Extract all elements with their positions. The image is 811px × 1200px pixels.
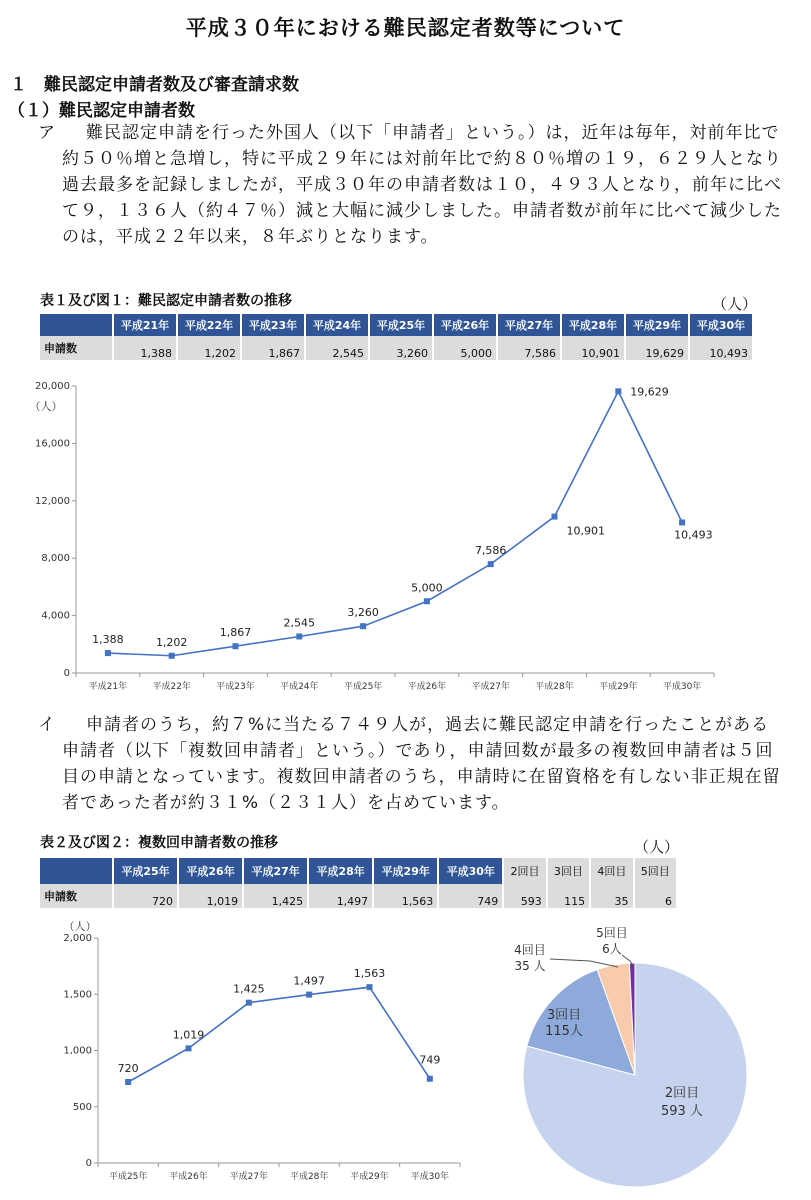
table1-header: 平成27年 (498, 314, 560, 336)
chart1-data-point (360, 623, 366, 629)
table2-header: 平成27年 (244, 858, 307, 884)
table1-cell: 5,000 (434, 336, 496, 360)
chart1-data-point (488, 561, 494, 567)
chart1-y-tick-label: 4,000 (41, 610, 70, 622)
chart1-y-tick-label: 16,000 (35, 438, 70, 450)
chart1-data-point (169, 653, 175, 659)
pie-label-name: 4回目 (514, 943, 546, 957)
chart2-x-tick-label: 平成25年 (108, 1172, 148, 1182)
chart2-x-tick-label: 平成28年 (289, 1172, 329, 1182)
chart1-data-point (424, 598, 430, 604)
table1 (38, 314, 754, 360)
table1-cell: 10,901 (562, 336, 624, 360)
pie-label-value: 593 人 (661, 1104, 703, 1119)
chart2-data-label: 1,497 (293, 974, 325, 988)
table2-breakdown-header: 4回目 (591, 858, 632, 884)
paragraph-a (38, 120, 782, 250)
chart1-x-tick-label: 平成26年 (407, 682, 447, 692)
chart2-data-point (306, 992, 312, 998)
table2-header: 平成28年 (309, 858, 372, 884)
chart1-data-label: 7,586 (474, 544, 507, 558)
table1-header-row (40, 314, 752, 336)
table2-cell: 1,425 (244, 884, 307, 908)
chart2-y-tick-label: 1,000 (63, 1045, 92, 1057)
table2-cell: 749 (439, 884, 502, 908)
chart1-data-label: 10,901 (566, 524, 605, 538)
chart1-data-point (105, 650, 111, 656)
chart1-x-tick-label: 平成24年 (280, 682, 319, 692)
table2-breakdown-header: 3回目 (548, 858, 589, 884)
chart2-data-label: 1,563 (353, 967, 386, 981)
chart1-data-label: 19,629 (630, 385, 669, 399)
table2-header-row (40, 858, 676, 884)
chart1-data-point (552, 514, 558, 520)
chart1-line-chart (28, 372, 768, 697)
pie-leader-line (550, 959, 618, 967)
table1-cell: 1,867 (242, 336, 304, 360)
chart1-data-label: 10,493 (674, 528, 713, 542)
table2-unit: （人） (634, 838, 680, 856)
table1-cell: 2,545 (306, 336, 368, 360)
chart1-x-tick-label: 平成29年 (599, 682, 638, 692)
table2-header: 平成25年 (114, 858, 177, 884)
table1-header: 平成29年 (626, 314, 688, 336)
table2-cell: 720 (114, 884, 177, 908)
table1-row-header: 申請数 (40, 336, 112, 360)
chart1-data-label: 1,867 (219, 626, 252, 640)
table2-cell: 1,019 (179, 884, 242, 908)
table2-header: 平成30年 (439, 858, 502, 884)
chart1-data-label: 1,388 (92, 633, 124, 647)
table2-breakdown-cell: 593 (504, 884, 545, 908)
table2-header: 平成26年 (179, 858, 242, 884)
chart1-data-point (233, 643, 239, 649)
chart2-y-tick-label: 0 (85, 1158, 92, 1169)
chart2-data-point (427, 1076, 433, 1082)
table1-corner (40, 314, 112, 336)
chart2-line-chart (40, 920, 480, 1192)
table1-header: 平成28年 (562, 314, 624, 336)
table1-header: 平成25年 (370, 314, 432, 336)
table2-breakdown-header: 2回目 (504, 858, 545, 884)
table1-cell: 1,202 (178, 336, 240, 360)
chart2-x-tick-label: 平成27年 (229, 1172, 269, 1182)
chart1-data-point (615, 388, 621, 394)
table2-corner (40, 858, 112, 884)
table1-header: 平成30年 (690, 314, 752, 336)
paragraph-i (38, 712, 782, 816)
table2-caption: 表２及び図２：複数回申請者数の推移 (40, 835, 278, 851)
table1-header: 平成23年 (242, 314, 304, 336)
chart1-data-label: 2,545 (283, 616, 316, 630)
chart1-data-point (296, 633, 302, 639)
chart2-data-label: 749 (419, 1053, 441, 1067)
chart1-data-point (679, 519, 685, 525)
chart1-x-tick-label: 平成27年 (471, 682, 510, 692)
pie-label-name: 3回目 (546, 1008, 582, 1023)
table2-breakdown-cell: 115 (548, 884, 589, 908)
table2-breakdown-header: 5回目 (635, 858, 676, 884)
table1-cell: 19,629 (626, 336, 688, 360)
chart1-y-tick-label: 12,000 (35, 495, 70, 507)
paragraph-a-text: 難民認定申請を行った外国人（以下「申請者」という。）は，近年は毎年，対前年比で約５０％増と急増し，特に平成２９年には対前年比で約８０％増の１９，６２９人となり過去最多を記録しましたが，平成３０年の申請者数は１０，４９３人となり，前年に比べて９，１３６人（約４７％）減と大幅に減少しました。申請者数が前年に比べて減少したのは，平成２２年以来，８年ぶりとなります。 (62, 123, 782, 247)
table2-breakdown-cell: 35 (591, 884, 632, 908)
pie-label-value: 115人 (545, 1024, 583, 1039)
chart1-y-tick-label: 0 (63, 668, 70, 679)
paragraph-i-text: 申請者のうち，約７%に当たる７４９人が，過去に難民認定申請を行ったことがある申請者（以下「複数回申請者」という。）であり，申請回数が最多の複数回申請者は５回目の申請となっています。複数回申請者のうち，申請時に在留資格を有しない非正規在留者であった者が約３１%（２３１人）を占めています。 (62, 715, 781, 813)
paragraph-a-marker: ア (38, 123, 56, 143)
table1-value-row (40, 336, 752, 360)
chart2-data-point (246, 1000, 252, 1006)
table2-cell: 1,563 (374, 884, 437, 908)
chart2-data-point (186, 1045, 192, 1051)
chart1-data-label: 1,202 (155, 635, 188, 649)
table2 (38, 858, 678, 908)
chart2-x-tick-label: 平成26年 (169, 1172, 208, 1182)
chart2-data-label: 720 (117, 1062, 139, 1075)
pie-label-value: 35 人 (514, 959, 546, 973)
table1-unit: （人） (712, 295, 758, 313)
chart2-data-point (125, 1079, 131, 1085)
chart1-data-label: 3,260 (347, 606, 379, 620)
chart3-pie-chart (490, 925, 790, 1195)
table2-header: 平成29年 (374, 858, 437, 884)
chart1-x-tick-label: 平成21年 (88, 682, 128, 692)
chart1-y-unit-label: （人） (29, 400, 63, 413)
pie-label-name: 5回目 (596, 926, 628, 940)
subsection-heading: （１）難民認定申請者数 (8, 101, 195, 121)
chart1-y-tick-label: 8,000 (41, 553, 70, 565)
table1-header: 平成26年 (434, 314, 496, 336)
chart1-y-tick-label: 20,000 (35, 381, 70, 392)
chart1-x-tick-label: 平成22年 (152, 682, 191, 692)
chart2-y-unit-label: （人） (63, 920, 97, 933)
table1-caption: 表１及び図１：難民認定申請者数の推移 (40, 293, 292, 309)
table1-cell: 7,586 (498, 336, 560, 360)
chart1-x-tick-label: 平成23年 (216, 682, 255, 692)
paragraph-i-marker: イ (38, 715, 56, 735)
table1-header: 平成24年 (306, 314, 368, 336)
chart2-x-tick-label: 平成29年 (350, 1172, 389, 1182)
chart2-y-tick-label: 500 (72, 1101, 92, 1113)
table1-cell: 1,388 (114, 336, 176, 360)
chart2-data-point (367, 984, 373, 990)
chart2-data-label: 1,425 (233, 982, 265, 996)
chart1-series-line (108, 391, 682, 655)
table1-header: 平成22年 (178, 314, 240, 336)
pie-label-value: 6人 (602, 942, 622, 956)
chart2-y-tick-label: 2,000 (63, 933, 92, 944)
table2-row-header: 申請数 (40, 884, 112, 908)
chart1-x-tick-label: 平成28年 (535, 682, 574, 692)
table1-cell: 3,260 (370, 336, 432, 360)
section-heading: １ 難民認定申請者数及び審査請求数 (10, 75, 299, 95)
table2-value-row (40, 884, 676, 908)
page-title: 平成３０年における難民認定者数等について (185, 16, 626, 40)
chart1-data-label: 5,000 (411, 581, 443, 595)
chart2-data-label: 1,019 (172, 1028, 205, 1042)
table1-cell: 10,493 (690, 336, 752, 360)
chart2-x-tick-label: 平成30年 (410, 1172, 450, 1182)
table1-header: 平成21年 (114, 314, 176, 336)
table2-breakdown-cell: 6 (635, 884, 676, 908)
chart2-y-tick-label: 1,500 (63, 989, 92, 1001)
table2-cell: 1,497 (309, 884, 372, 908)
chart1-x-tick-label: 平成30年 (662, 682, 702, 692)
pie-label-name: 2回目 (664, 1086, 700, 1101)
chart1-x-tick-label: 平成25年 (343, 682, 383, 692)
